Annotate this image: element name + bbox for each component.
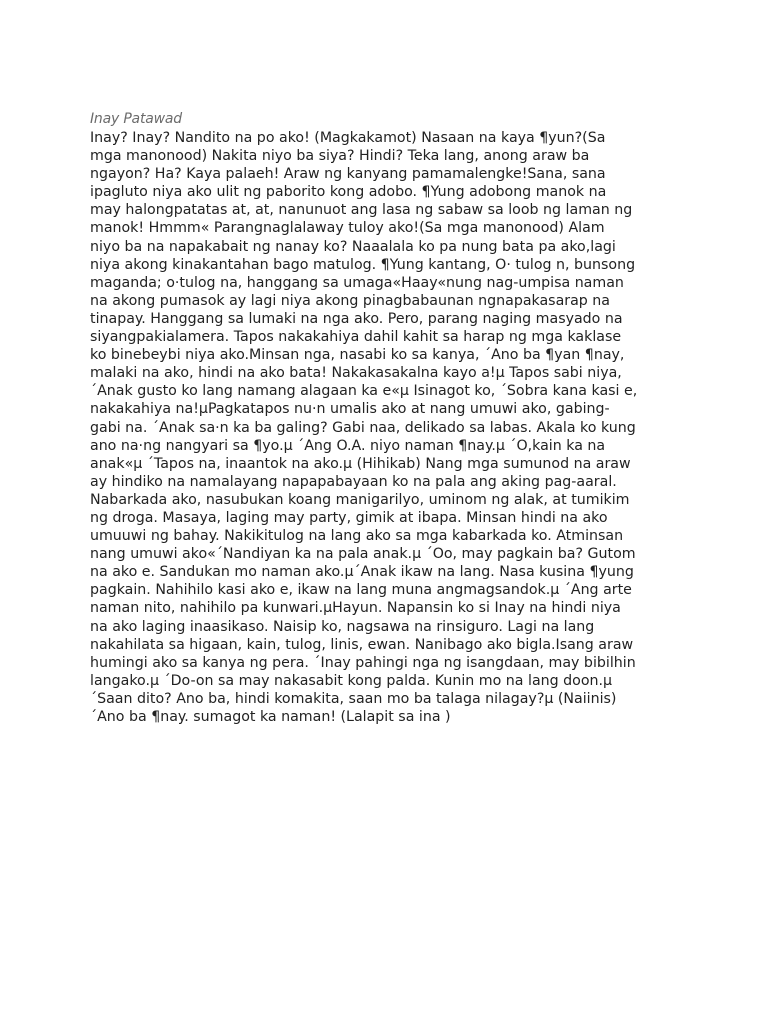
text-line: nakakahiya na!µPagkatapos nu·n umalis ako at nang umuwi ako, gabing-	[90, 401, 610, 418]
text-line: ano na·ng nangyari sa ¶yo.µ ´Ang O.A. niyo naman ¶nay.µ ´O,kain ka na	[90, 437, 606, 454]
text-line: na ako laging inaasikaso. Naisip ko, nagsawa na rinsiguro. Lagi na lang	[90, 618, 595, 635]
document-body	[90, 129, 690, 726]
text-line: ´Saan dito? Ano ba, hindi komakita, saan mo ba talaga nilagay?µ (Naiinis)	[90, 690, 617, 707]
text-line: ko binebeybi niya ako.Minsan nga, nasabi ko sa kanya, ´Ano ba ¶yan ¶nay,	[90, 347, 625, 364]
text-line: Nabarkada ako, nasubukan koang manigarilyo, uminom ng alak, at tumikim	[90, 491, 630, 508]
text-line: gabi na. ´Anak sa·n ka ba galing? Gabi naa, delikado sa labas. Akala ko kung	[90, 419, 636, 436]
text-line: maganda; o·tulog na, hanggang sa umaga«Haay«nung nag-umpisa naman	[90, 274, 624, 291]
text-line: na ako e. Sandukan mo naman ako.µ´Anak ikaw na lang. Nasa kusina ¶yung	[90, 564, 634, 581]
text-line: ngayon? Ha? Kaya palaeh! Araw ng kanyang pamamalengke!Sana, sana	[90, 166, 606, 183]
text-line: siyangpakialamera. Tapos nakakahiya dahil kahit sa harap ng mga kaklase	[90, 329, 622, 346]
text-line: pagkain. Nahihilo kasi ako e, ikaw na lang muna angmagsandok.µ ´Ang arte	[90, 582, 632, 599]
text-line: manok! Hmmm« Parangnaglalaway tuloy ako!(Sa mga manonood) Alam	[90, 220, 605, 237]
text-line: umuuwi ng bahay. Nakikitulog na lang ako sa mga kabarkada ko. Atminsan	[90, 528, 624, 545]
text-line: nakahilata sa higaan, kain, tulog, linis, ewan. Nanibago ako bigla.Isang araw	[90, 636, 634, 653]
text-line: Inay? Inay? Nandito na po ako! (Magkakamot) Nasaan na kaya ¶yun?(Sa	[90, 130, 606, 146]
text-line: na akong pumasok ay lagi niya akong pinagbabaunan ngnapakasarap na	[90, 292, 610, 309]
text-line: ng droga. Masaya, laging may party, gimik at ibapa. Minsan hindi na ako	[90, 509, 608, 526]
text-line: naman nito, nahihilo pa kunwari.µHayun. Napansin ko si Inay na hindi niya	[90, 600, 621, 617]
text-line: langako.µ ´Do-on sa may nakasabit kong palda. Kunin mo na lang doon.µ	[90, 672, 613, 689]
text-line: niyo ba na napakabait ng nanay ko? Naaalala ko pa nung bata pa ako,lagi	[90, 238, 616, 255]
text-line: ay hindiko na namalayang napapabayaan ko na pala ang aking pag-aaral.	[90, 473, 617, 490]
text-line: niya akong kinakantahan bago matulog. ¶Yung kantang, O· tulog n, bunsong	[90, 256, 636, 273]
text-line: ´Anak gusto ko lang namang alagaan ka e«µ Isinagot ko, ´Sobra kana kasi e,	[90, 383, 638, 400]
text-line: malaki na ako, hindi na ako bata! Nakakasakalna kayo a!µ Tapos sabi niya,	[90, 365, 622, 382]
text-line: humingi ako sa kanya ng pera. ´Inay pahingi nga ng isangdaan, may bibilhin	[90, 654, 636, 671]
text-line: anak«µ ´Tapos na, inaantok na ako.µ (Hihikab) Nang mga sumunod na araw	[90, 455, 631, 472]
text-line: ´Ano ba ¶nay. sumagot ka naman! (Lalapit sa ina )	[90, 709, 451, 725]
text-line: may halongpatatas at, at, nanunuot ang lasa ng sabaw sa loob ng laman ng	[90, 202, 633, 219]
text-line: mga manonood) Nakita niyo ba siya? Hindi? Teka lang, anong araw ba	[90, 148, 590, 165]
document-title: Inay Patawad	[90, 111, 182, 127]
text-line: tinapay. Hanggang sa lumaki na nga ako. Pero, parang naging masyado na	[90, 310, 623, 327]
text-line: ipagluto niya ako ulit ng paborito kong adobo. ¶Yung adobong manok na	[90, 184, 607, 201]
text-line: nang umuwi ako«´Nandiyan ka na pala anak.µ ´Oo, may pagkain ba? Gutom	[90, 546, 636, 563]
